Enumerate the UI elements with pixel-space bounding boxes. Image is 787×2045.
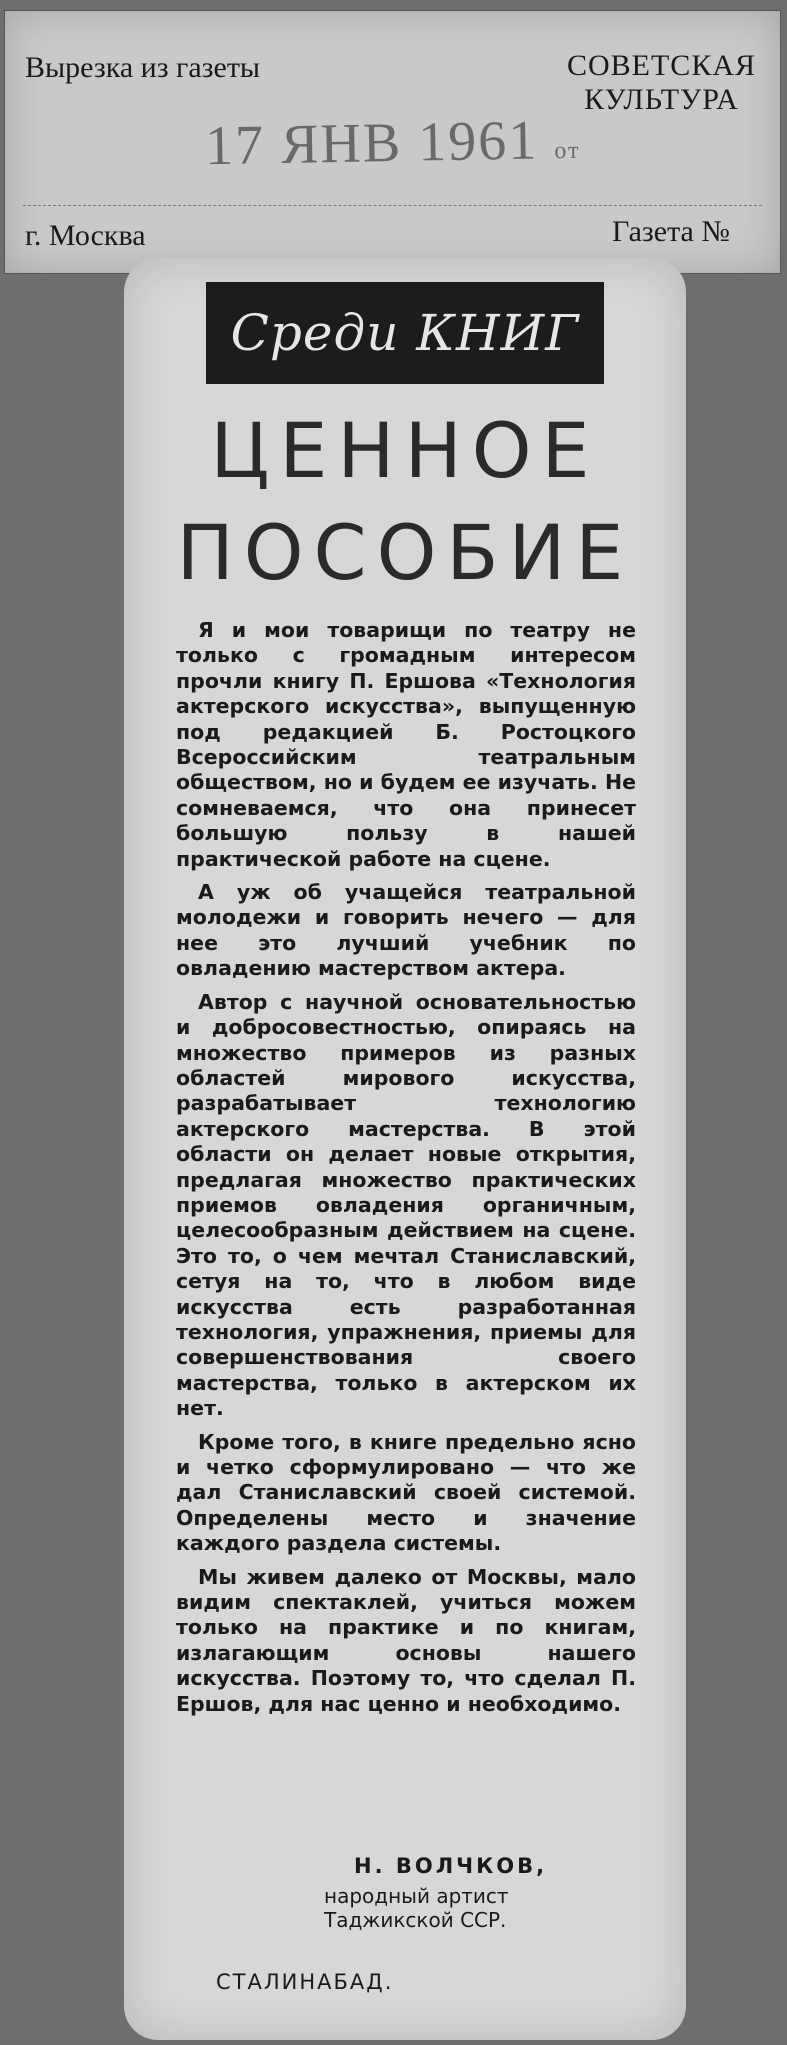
author-signature <box>324 1854 547 1932</box>
author-title-line2: Таджикской ССР. <box>324 1908 507 1932</box>
paragraph: Кроме того, в книге предельно ясно и четко сформулировано — что же дал Станиславский своей системой. Определены место и значение каждого раздела системы. <box>176 1429 636 1556</box>
paragraph: Автор с научной основательностью и добросовестностью, опираясь на множество примеров из разных областей мирового искусства, разрабатывает технологию актерского мастерства. В этой области он делает новые открытия, предлагая множество практических приемов овладения органичным, целесообразным действием на сцене. Это то, о чем мечтал Станиславский, сетуя на то, что в любом виде искусства есть разработанная технология, упражнения, приемы для совершенствования своего мастерства, только в актерском их нет. <box>176 989 636 1421</box>
date-stamp-value: 17 ЯНВ 1961 <box>204 109 539 178</box>
headline-line1: ЦЕННОЕ <box>210 406 600 495</box>
paragraph: Мы живем далеко от Москвы, мало видим спектаклей, учиться можем только на практике и по книгам, излагающим основы нашего искусства. Поэтому то, что сделал П. Ершов, для нас ценно и необходимо. <box>176 1564 636 1716</box>
headline-line2: ПОСОБИЕ <box>176 508 634 597</box>
paper-number-label: Газета № <box>612 215 730 248</box>
article-body <box>176 618 636 1725</box>
label-divider <box>23 205 762 206</box>
rubric-banner: Среди КНИГ <box>206 282 604 384</box>
paragraph: Я и мои товарищи по театру не только с громадным интересом прочли книгу П. Ершова «Технология актерского искусства», выпущенную под редакцией Б. Ростоцкого Всероссийским театральным обществом, но и будем ее изучать. Не сомневаемся, что она принесет большую пользу в нашей практической работе на сцене. <box>176 618 636 871</box>
newspaper-name-line2: КУЛЬТУРА <box>584 83 739 116</box>
city-label: г. Москва <box>25 219 146 252</box>
paragraph: А уж об учащейся театральной молодежи и говорить нечего — для нее это лучший учебник по овладению мастерством актера. <box>176 880 636 981</box>
author-title-line1: народный артист <box>324 1884 509 1908</box>
dateline-city: СТАЛИНАБАД. <box>216 1970 394 1994</box>
date-from-label: от <box>554 137 581 165</box>
newspaper-name-line1: СОВЕТСКАЯ <box>566 49 756 82</box>
date-stamp <box>204 108 580 179</box>
clipping-source-label: Вырезка из газеты <box>25 51 261 84</box>
newspaper-name <box>567 49 756 117</box>
archive-label-card <box>4 10 781 274</box>
author-name: Н. ВОЛЧКОВ, <box>354 1854 548 1878</box>
newspaper-clipping <box>124 258 686 2040</box>
